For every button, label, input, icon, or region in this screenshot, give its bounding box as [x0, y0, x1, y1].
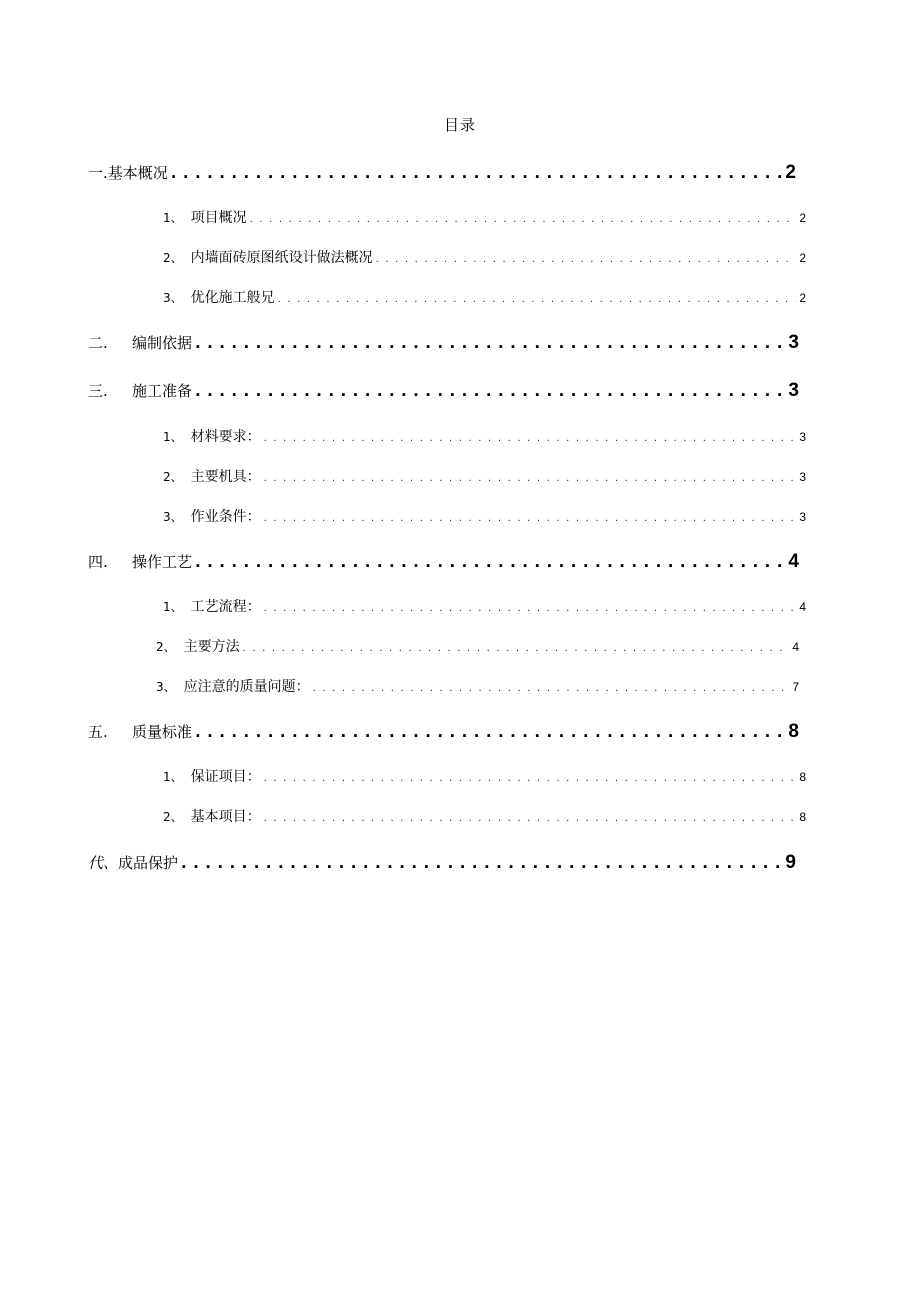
toc-entry-label: 材料要求： — [190, 429, 261, 445]
toc-dot-leader — [264, 809, 797, 825]
toc-entry-number: 三. — [88, 382, 108, 400]
toc-entry-section-3[interactable] — [88, 380, 799, 402]
toc-entry-page: 4 — [788, 551, 799, 572]
toc-entry-page: 3 — [799, 470, 806, 484]
toc-entry-number: 1、 — [163, 600, 183, 614]
toc-entry-page: 3 — [788, 332, 799, 353]
toc-entry-subsection[interactable] — [163, 806, 806, 826]
toc-entry-page: 7 — [792, 680, 799, 694]
toc-entry-label: 主要方法 — [183, 639, 240, 655]
toc-dot-leader — [181, 854, 782, 872]
toc-entry-label: 工艺流程： — [190, 599, 261, 615]
toc-entry-number: 1、 — [163, 211, 183, 225]
toc-entry-subsection[interactable] — [163, 247, 806, 267]
toc-entry-number: 2、 — [163, 810, 183, 824]
toc-entry-page: 2 — [799, 251, 806, 265]
toc-entry-label: 内墙面砖原图纸设计做法概况 — [190, 250, 373, 266]
toc-entry-label: 质量标准 — [132, 723, 193, 741]
toc-entry-label: 基本概况 — [107, 164, 168, 182]
toc-dot-leader — [195, 723, 785, 741]
toc-dot-leader — [171, 164, 783, 182]
toc-dot-leader — [376, 250, 797, 266]
toc-entry-number: 3、 — [163, 510, 183, 524]
toc-entry-label: 保证项目： — [190, 769, 261, 785]
toc-entry-subsection[interactable] — [163, 287, 806, 307]
toc-entry-page: 8 — [799, 810, 806, 824]
toc-entry-page: 4 — [799, 600, 806, 614]
toc-entry-section-5[interactable] — [88, 721, 799, 743]
toc-entry-label: 项目概况 — [190, 210, 247, 226]
toc-dot-leader — [313, 679, 790, 695]
toc-entry-number: 1、 — [163, 430, 183, 444]
toc-entry-label: 成品保护 — [118, 854, 179, 872]
toc-entry-label: 基本项目： — [190, 809, 261, 825]
toc-dot-leader — [195, 334, 785, 352]
toc-entry-number: 2、 — [163, 470, 183, 484]
toc-entry-label: 优化施工般兄 — [190, 290, 275, 306]
toc-entry-number: 四. — [88, 553, 108, 571]
toc-entry-page: 3 — [799, 510, 806, 524]
toc-entry-page: 9 — [785, 852, 796, 873]
toc-entry-section-4[interactable] — [88, 551, 799, 573]
toc-entry-page: 3 — [788, 380, 799, 401]
toc-entry-label: 编制依据 — [132, 334, 193, 352]
toc-entry-label: 操作工艺 — [132, 553, 193, 571]
toc-entry-page: 2 — [799, 211, 806, 225]
toc-entry-number: 五. — [88, 723, 108, 741]
toc-entry-page: 8 — [799, 770, 806, 784]
toc-dot-leader — [264, 769, 797, 785]
toc-dot-leader — [250, 210, 797, 226]
toc-entry-section-2[interactable] — [88, 332, 799, 354]
toc-entry-page: 4 — [792, 640, 799, 654]
toc-entry-number: 代、 — [88, 854, 119, 872]
toc-title: 目录 — [443, 116, 476, 134]
toc-dot-leader — [264, 469, 797, 485]
toc-entry-number: 3、 — [163, 291, 183, 305]
toc-entry-section-1[interactable] — [88, 162, 796, 184]
toc-entry-page: 2 — [785, 162, 796, 183]
toc-entry-number: 2、 — [156, 640, 176, 654]
toc-entry-page: 2 — [799, 291, 806, 305]
toc-dot-leader — [278, 290, 797, 306]
toc-entry-page: 8 — [788, 721, 799, 742]
toc-entry-subsection[interactable] — [163, 426, 806, 446]
toc-entry-subsection[interactable] — [156, 676, 799, 696]
toc-dot-leader — [264, 509, 797, 525]
toc-entry-page: 3 — [799, 430, 806, 444]
toc-entry-label: 应注意的质量问题： — [183, 679, 310, 695]
toc-dot-leader — [243, 639, 790, 655]
toc-entry-number: 二. — [88, 334, 108, 352]
toc-entry-label: 作业条件： — [190, 509, 261, 525]
toc-dot-leader — [195, 553, 785, 571]
toc-entry-number: 一. — [88, 164, 108, 182]
toc-dot-leader — [264, 599, 797, 615]
toc-entry-section-6[interactable] — [88, 852, 796, 874]
toc-entry-subsection[interactable] — [156, 636, 799, 656]
toc-entry-label: 施工准备 — [132, 382, 193, 400]
toc-dot-leader — [264, 429, 797, 445]
toc-entry-subsection[interactable] — [163, 506, 806, 526]
toc-entry-number: 1、 — [163, 770, 183, 784]
toc-entry-number: 3、 — [156, 680, 176, 694]
toc-entry-subsection[interactable] — [163, 766, 806, 786]
toc-entry-subsection[interactable] — [163, 207, 806, 227]
toc-entry-subsection[interactable] — [163, 466, 806, 486]
toc-entry-number: 2、 — [163, 251, 183, 265]
toc-entry-label: 主要机具： — [190, 469, 261, 485]
toc-dot-leader — [195, 382, 785, 400]
toc-entry-subsection[interactable] — [163, 596, 806, 616]
